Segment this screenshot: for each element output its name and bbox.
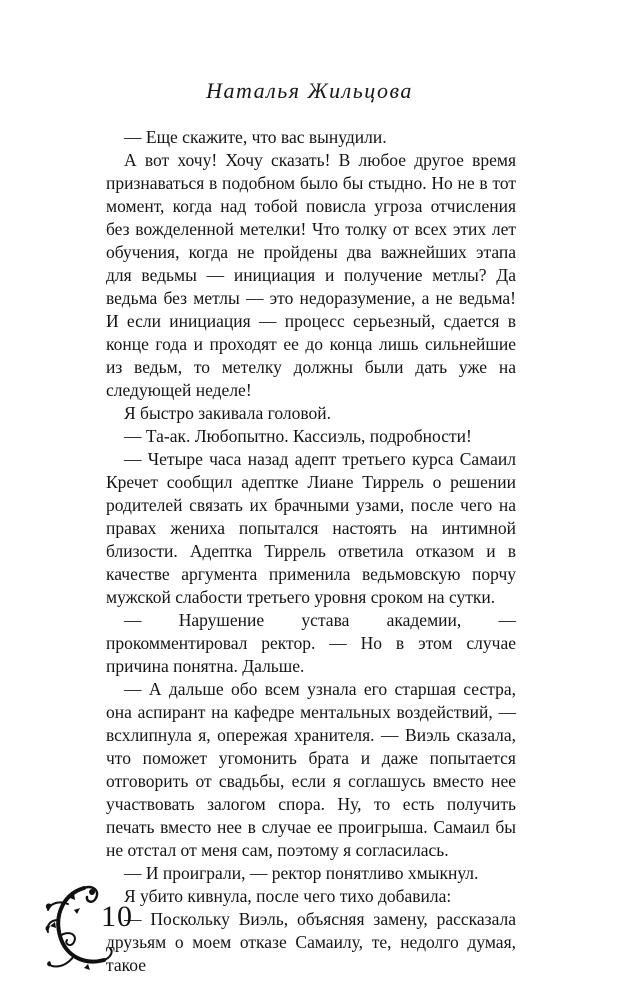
paragraph: Я убито кивнула, после чего тихо добавила: — [124, 886, 452, 906]
paragraph: — Поскольку Виэль, объясняя замену, рассказала друзьям о моем отказе Самаилу, те, недолго думая, такое — [106, 909, 516, 975]
paragraph: Я быстро закивала головой. — [124, 403, 331, 423]
paragraph: — Четыре часа назад адепт третьего курса Самаил Кречет сообщил адептке Лиане Тиррель о решении родителей связать их брачными узами, после чего на правах жениха попытался настоять на интимной близости. Адептка Тиррель ответила отказом и в качестве аргумента применила ведьмовскую порчу мужской слабости третьего уровня сроком на сутки. — [106, 449, 516, 607]
paragraph: — Нарушение устава академии, — прокомментировал ректор. — Но в этом случае причина понятна. Дальше. — [106, 610, 516, 676]
running-header: Наталья Жильцова — [206, 78, 413, 103]
page-number: 10 — [101, 900, 133, 933]
paragraph: — И проиграли, — ректор понятливо хмыкнул. — [124, 863, 479, 883]
text-body — [106, 126, 516, 977]
paragraph: — Еще скажите, что вас вынудили. — [124, 127, 387, 147]
paragraph: — А дальше обо всем узнала его старшая сестра, она аспирант на кафедре ментальных воздействий, — всхлипнула я, опережая хранителя. — Виэль сказала, что поможет угомонить брата и даже попытается отговорить от свадьбы, если я соглашусь вместо нее участвовать залогом спора. Ну, то есть получить печать вместо нее в случае ее проигрыша. Самаил бы не отстал от меня сам, поэтому я согласилась. — [106, 679, 516, 860]
paragraph: — Та-ак. Любопытно. Кассиэль, подробности! — [124, 426, 472, 446]
paragraph: А вот хочу! Хочу сказать! В любое другое время признаваться в подобном было бы стыдно. Но не в тот момент, когда над тобой повисла угроза отчисления без вожделенной метелки! Что толку от всех этих лет обучения, когда не пройдены два важнейших этапа для ведьмы — инициация и получение метлы? Да ведьма без метлы — это недоразумение, а не ведьма! И если инициация — процесс серьезный, сдается в конце года и проходят ее до конца лишь сильнейшие из ведьм, то метелку должны были дать уже на следующей неделе! — [106, 150, 516, 400]
